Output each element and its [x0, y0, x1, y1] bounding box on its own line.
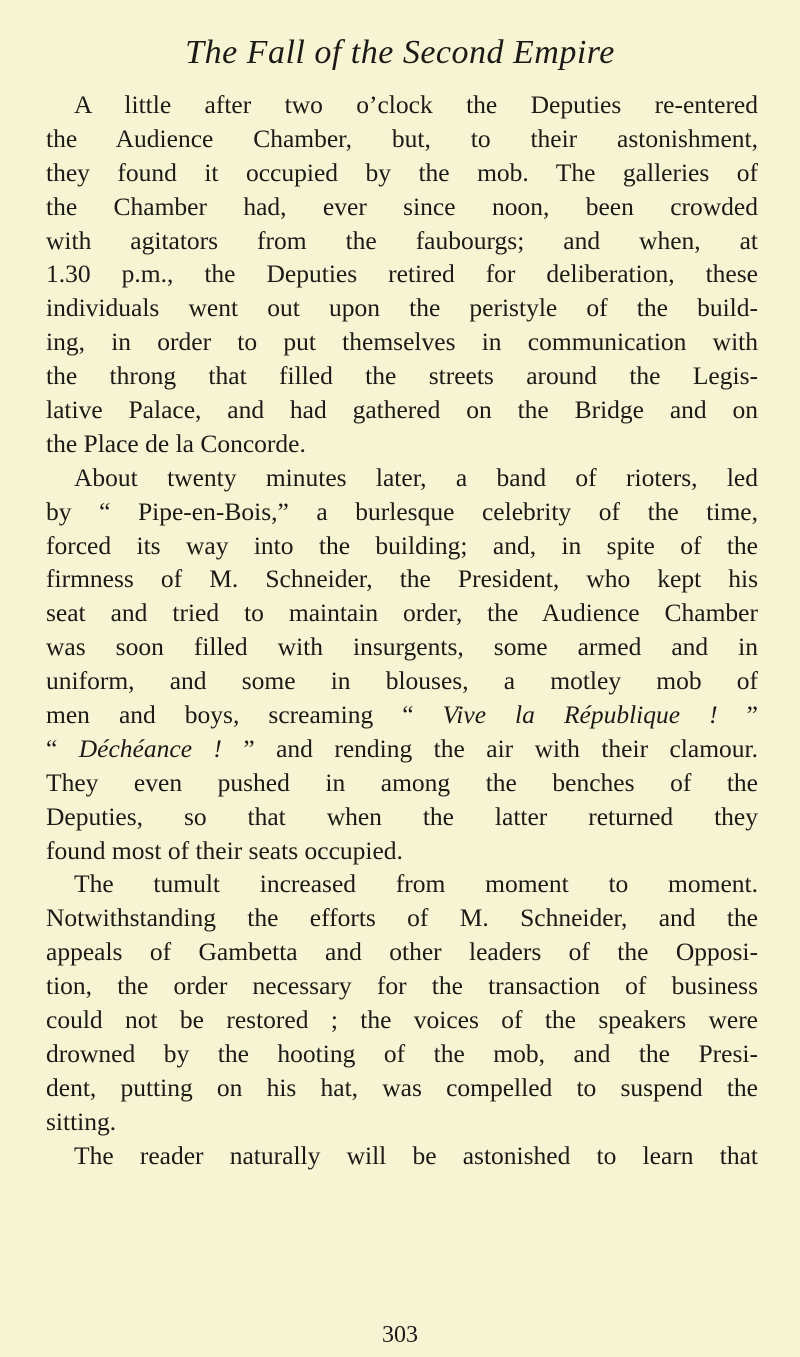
text-line: individuals went out upon the peristyle of the build- — [46, 293, 758, 323]
text-line: dent, putting on his hat, was compelled to suspend the — [46, 1072, 758, 1102]
text-line: Deputies, so that when the latter returned they — [46, 801, 758, 831]
text-line: firmness of M. Schneider, the President, who kept his — [46, 564, 758, 594]
text-line: tion, the order necessary for the transaction of business — [46, 971, 758, 1001]
text-line: sitting. — [46, 1106, 117, 1136]
text-line: “ Déchéance ! ” and rending the air with their clamour. — [46, 733, 758, 763]
text-line: by “ Pipe-en-Bois,” a burlesque celebrity of the time, — [46, 496, 758, 526]
text-line: appeals of Gambetta and other leaders of the Opposi- — [46, 937, 758, 967]
text-line: could not be restored ; the voices of the speakers were — [46, 1005, 758, 1035]
text-line: the throng that filled the streets around the Legis- — [46, 361, 758, 391]
text-line: A little after two o’clock the Deputies re-entered — [74, 90, 758, 119]
text-line: found most of their seats occupied. — [46, 835, 403, 865]
text-line: drowned by the hooting of the mob, and the Presi- — [46, 1038, 758, 1068]
text-line: the Place de la Concorde. — [46, 428, 306, 458]
text-line: they found it occupied by the mob. The galleries of — [46, 157, 758, 187]
text-line: seat and tried to maintain order, the Audience Chamber — [46, 598, 758, 628]
text-line: Notwithstanding the efforts of M. Schneider, and the — [46, 903, 758, 933]
text-line: forced its way into the building; and, in spite of the — [46, 530, 758, 560]
text-line: The tumult increased from moment to moment. — [74, 869, 758, 899]
text-line: uniform, and some in blouses, a motley mob of — [46, 666, 758, 696]
text-line: the Chamber had, ever since noon, been crowded — [46, 191, 758, 221]
text-line: with agitators from the faubourgs; and when, at — [46, 225, 758, 255]
text-line: lative Palace, and had gathered on the Bridge and on — [46, 395, 758, 425]
text-line: the Audience Chamber, but, to their astonishment, — [46, 123, 758, 153]
text-line: men and boys, screaming “ Vive la République ! ” — [46, 700, 758, 730]
body-text — [46, 88, 758, 1173]
page-number: 303 — [382, 1322, 418, 1348]
text-line: They even pushed in among the benches of the — [46, 767, 758, 797]
text-line: About twenty minutes later, a band of rioters, led — [74, 462, 758, 492]
text-line: was soon filled with insurgents, some armed and in — [46, 632, 758, 662]
text-line: ing, in order to put themselves in communication with — [46, 327, 758, 357]
text-line: The reader naturally will be astonished to learn that — [74, 1140, 758, 1170]
text-line: 1.30 p.m., the Deputies retired for deliberation, these — [46, 259, 758, 289]
running-head: The Fall of the Second Empire — [185, 34, 615, 71]
